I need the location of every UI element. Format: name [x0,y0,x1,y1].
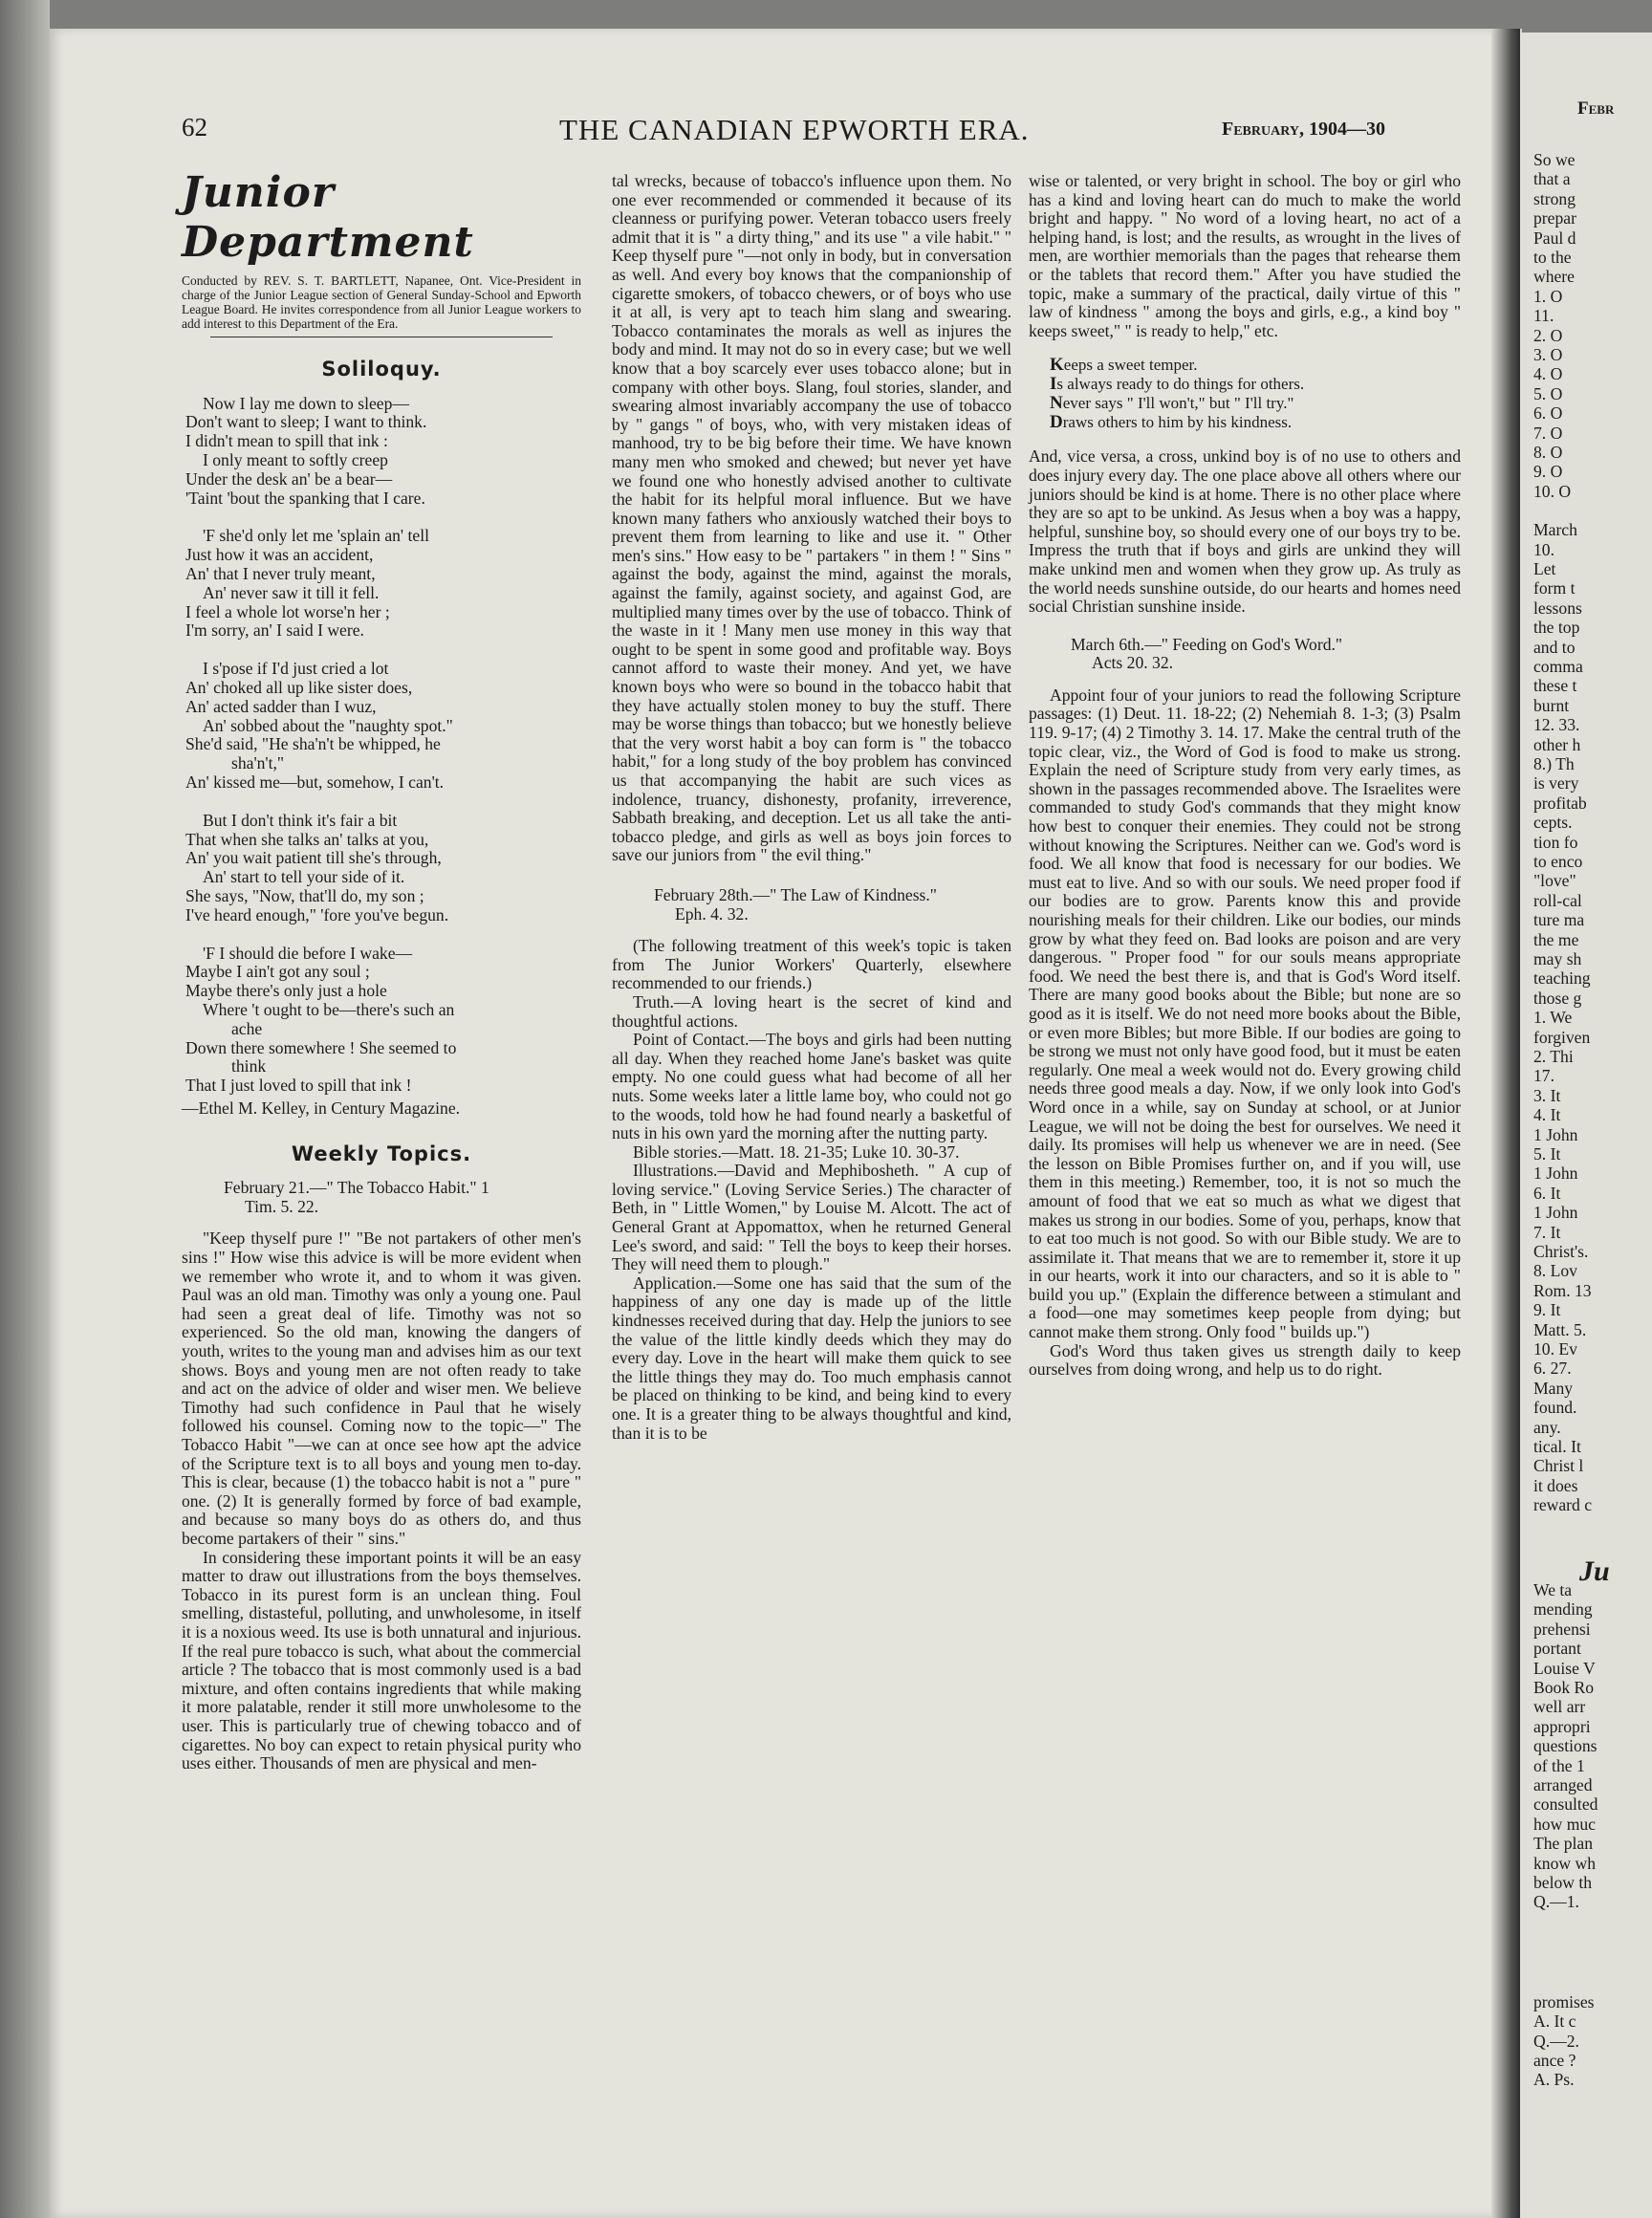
acrostic-line [1050,394,1461,413]
acrostic-line [1050,356,1461,375]
next-page-text-fragment: tical. It [1533,1437,1581,1456]
next-page-text-fragment: lessons [1533,598,1582,618]
next-page-text-fragment: Q.—1. [1533,1892,1579,1912]
acrostic-line [1050,375,1461,394]
topic-heading-mar6 [1029,636,1461,673]
poem-stanza [182,527,581,641]
poem-credit: —Ethel M. Kelley, in Century Magazine. [182,1098,461,1118]
poem-line: think [231,1056,267,1076]
poem-line: Don't want to sleep; I want to think. [185,412,427,432]
poem-line: I didn't mean to spill that ink : [185,431,388,451]
topic-heading-line: Eph. 4. 32. [675,903,749,924]
next-page-text-fragment: Louise V [1533,1658,1596,1678]
poem-line: I've heard enough," 'fore you've begun. [185,904,449,924]
topic-heading-line: March 6th.—" Feeding on God's Word." [1071,634,1343,654]
next-page-text-fragment: of the 1 [1533,1755,1585,1775]
next-page-text-fragment: 4. It [1533,1105,1561,1125]
paragraph: tal wrecks, because of tobacco's influence upon them. No one ever recommended or commended it because of its cleanness or purifying power. Veteran tobacco users freely admit that it is " a dirty thing," and its use " a vile habit." " Keep thyself pure "—not only in body, but in conversation as well. And every boy knows that the companionship of cigarette smokers, of tobacco chewers, or of boys who use it at all, is very apt to teach him slang and swearing. Tobacco contaminates the morals as well as injures the body and mind. It may not do so in every case; but we well know that a boy scarcely ever uses tobacco alone; but in company with other boys. Slang, foul stories, slander, and swearing almost invariably accompany the use of tobacco by " gangs " of boys, who, with very mistaken ideas of manhood, try to be big before their time. We have known many men who smoked and chewed; but never yet have we found one who honestly advised another to cultivate the habit for its helpful moral influence. But we have known many fathers who anxiously watched their boys to prevent them from learning to like and use it. " Other men's sins." How easy to be " partakers " in them ! " Sins " against the body, against the mind, against the morals, against the family, against society, and against God, are multiplied many times over by the use of tobacco. Think of the waste in it ! Many men use money in this way that ought to be spent in some good and profitable way. Boys cannot afford to waste their money. And yet, we have known boys who were so bound in the tobacco habit that they have actually stolen money to buy the stuff. There may be worse things than tobacco; but we honestly believe that the very worst habit a boy can form is " the tobacco habit," for a long study of the boy problem has convinced us that accompanying the habit are such vices as indolence, truancy, dishonesty, profanity, irreverence, Sabbath breaking, and deception. Let us all take the anti-tobacco pledge, and girls as well as boys join forces to save our juniors from " the evil thing." [612,171,1011,865]
column-3 [1029,172,1461,1380]
poem-line: I'm sorry, an' I said I were. [185,620,364,641]
next-page-text-fragment: forgiven [1533,1027,1591,1047]
next-page-text-fragment: the me [1533,929,1579,949]
poem-line: That I just loved to spill that ink ! [185,1076,412,1096]
poem-line: I only meant to softly creep [203,449,388,469]
next-page-text-fragment: 7. It [1533,1222,1561,1242]
next-page-text-fragment: mending [1533,1599,1593,1620]
next-page-text-fragment: 2. Thi [1533,1047,1574,1066]
next-page-text-fragment: 17. [1533,1066,1554,1086]
poem-line: An' that I never truly meant, [185,563,376,583]
next-page-text-fragment: roll-cal [1533,890,1582,910]
next-page-text-fragment: "love" [1533,871,1576,891]
next-page-text-fragment: reward c [1533,1495,1593,1515]
next-page-text-fragment: know wh [1533,1853,1596,1873]
next-page-text-fragment: 8. O [1533,443,1563,462]
next-page-text-fragment: portant [1533,1639,1581,1659]
next-page-text-fragment: We ta [1533,1580,1573,1599]
paragraph: Illustrations.—David and Mephibosheth. " A cup of loving service." (Loving Service Series.) The character of Beth, in " Little Women," by Louise M. Alcott. The act of General Grant at Appomattox, when he returned General Lee's sword, and said: " Tell the boys to keep their horses. They will need them to plough." [612,1161,1011,1274]
next-page-text-fragment: Christ's. [1533,1242,1589,1261]
poem-line: Where 't ought to be—there's such an [203,999,455,1019]
next-page-text-fragment: 8.) Th [1533,754,1575,773]
next-page-text-fragment: prepar [1533,208,1576,228]
next-page-text-fragment: profitab [1533,793,1587,813]
next-page-text-fragment: 2. O [1533,325,1563,345]
paragraph: In considering these important points it will be an easy matter to draw out illustrations from the boys themselves. Tobacco in its purest form is an unclean thing. Foul smelling, distasteful, polluting, and unwholesome, in itself it is a noxious weed. Its use is both unnatural and injurious. If the real pure tobacco is such, what about the commercial article ? The tobacco that is most commonly used is a bad mixture, and often contains ingredients that while making it more palatable, render it still more unwholesome to the user. This is particularly true of chewing tobacco and of cigarettes. No boy can expect to retain physical purity who uses either. Thousands of men are physical and men- [182,1547,581,1773]
page-gutter [1491,29,1520,2218]
poem-stanza [182,945,581,1096]
next-page-text-fragment: The plan [1533,1834,1594,1854]
next-page-text-fragment: 5. It [1533,1144,1561,1163]
next-page-text-fragment: 1. We [1533,1008,1573,1028]
acrostic-initial: D [1050,412,1063,433]
next-page-text-fragment: how muc [1533,1814,1596,1834]
conductor-note: Conducted by REV. S. T. BARTLETT, Napanee, Ont. Vice-President in charge of the Junior League section of General Sunday-School and Epworth League Board. He invites correspondence from all Junior League workers to add interest to this Department of the Era. [182,273,581,331]
next-page-text-fragment: Christ l [1533,1456,1584,1476]
topic-heading-line: February 21.—" The Tobacco Habit." 1 [224,1178,489,1198]
topic-heading-feb28 [612,886,1011,924]
next-page-text-fragment: 9. It [1533,1300,1561,1320]
poem-line: Now I lay me down to sleep— [203,393,409,413]
poem-line: sha'n't," [231,753,285,773]
poem-line: Down there somewhere ! She seemed to [185,1037,457,1057]
kind-acrostic [1050,356,1461,432]
next-page-text-fragment: 6. 27. [1533,1359,1572,1379]
paragraph: "Keep thyself pure !" "Be not partakers of other men's sins !" How wise this advice is will be more evident when we remember who wrote it, and to whom it was given. Paul was an old man. Timothy was only a young one. Paul had seen a great deal of life. Timothy was not so experienced. So the old man, knowing the dangers of youth, writes to the young man and advises him as our text shows. Boys and young men are not often ready to take and act on the advice of older and wiser men. We believe Timothy had such confidence in Paul that he wisely followed his counsel. Coming now to the topic—" The Tobacco Habit "—we can at once see how apt the advice of the Scripture text is to all boys and young men to-day. This is clear, because (1) the tobacco habit is not a " pure " one. (2) It is generally formed by force of bad example, and because so many boys do as others do, and thus become partakers of their " sins." [182,1229,581,1548]
next-page-text-fragment: 4. O [1533,364,1563,384]
paragraph: (The following treatment of this week's topic is taken from The Junior Workers' Quarterly, elsewhere recommended to our friends.) [612,936,1011,993]
next-page-text-fragment: 10. Ev [1533,1339,1577,1359]
poem-line: An' start to tell your side of it. [203,867,405,887]
spacer [182,1119,581,1140]
poem-title: Soliloquy. [321,358,442,381]
next-page-text-fragment: below th [1533,1873,1593,1892]
poem-line: An' kissed me—but, somehow, I can't. [185,772,445,792]
next-page-text-fragment: Many [1533,1378,1574,1398]
poem-line: She says, "Now, that'll do, my son ; [185,885,424,905]
next-page-text-fragment: Book Ro [1533,1678,1595,1697]
next-page-text-fragment: 5. O [1533,383,1563,403]
next-page-text-fragment: 3. O [1533,345,1563,364]
poem-line: An' you wait patient till she's through, [185,848,442,868]
acrostic-line [1050,413,1461,432]
poem-line: Maybe there's only just a hole [185,981,387,1001]
next-page-text-fragment: So we [1533,150,1576,169]
acrostic-text: ever says " I'll won't," but " I'll try." [1062,394,1294,413]
next-page-text-fragment: arranged [1533,1775,1593,1794]
next-page-text-fragment: 1. O [1533,286,1563,306]
acrostic-text: s always ready to do things for others. [1056,375,1305,394]
next-page-text-fragment: 8. Lov [1533,1261,1577,1281]
next-page-text-fragment: Febr [1577,98,1615,119]
next-page-text-fragment: 1 John [1533,1163,1578,1184]
acrostic-initial: K [1050,355,1064,376]
publication-title: THE CANADIAN EPWORTH ERA. [559,113,1030,146]
poem-line: An' sobbed about the "naughty spot." [203,715,453,735]
paragraph: Appoint four of your juniors to read the following Scripture passages: (1) Deut. 11. 18-22; (2) Nehemiah 8. 1-3; (3) Psalm 119. 9-17; (4) 2 Timothy 3. 14. 17. Make the central truth of the topic clear, viz., the Word of God is food to make us strong. Explain the need of Scripture study from very early times, as shown in the passages recommended above. The Israelites were commanded to study God's commands that they might know how best to conquer their enemies. They could not be strong without knowing the Scriptures. Neither can we. God's word is food. We all know that food is necessary for our bodies. We must eat to live. And so with our souls. We need proper food if our bodies are to grow. Parents know this and provide nourishing meals for their children. Like our bodies, our minds grow by what they feed on. Bad looks are poison and are very dangerous. " Proper food " for our souls means appropriate food. We need the best there is, and that is God's Word itself. There are many good books about the Bible; but none are so good as it is itself. We do not need more books about the Bible, or even more Bibles; but more Bible. If our bodies are going to be strong we must not only have good food, but it must be eaten regularly. One meal a week would not do. Every growing child needs three good meals a day. Now, if we only look into God's Word once in a while, say on Sunday at school, or at Junior League, we will not be doing the best for ourselves. We need it daily. Its promises will help us whenever we are in need. (See the lesson on Bible Promises further on, and if you will, use them in this meeting.) Remember, too, it is not so much the amount of food that we eat so much as what we digest that makes us strong in our bodies. Some of you, perhaps, know that to eat too much is not good. So with our Bible study. We are to assimilate it. That means that we are to remember it, store it up in our hearts, work it into our characters, and so it is able to " build you up." (Explain the difference between a stimulant and a food—one may sometimes keep people from dying; but cannot make them strong. Only food " builds up.") [1029,685,1461,1342]
next-page-text-fragment: Let [1533,559,1556,578]
next-page-text-fragment: Q.—2. [1533,2031,1579,2051]
next-page-text-fragment: teaching [1533,968,1591,989]
poem-line: 'F she'd only let me 'splain an' tell [203,526,429,546]
poem-line: ache [231,1018,263,1038]
column-2 [612,172,1011,1443]
poem-line: Maybe I ain't got any soul ; [185,962,370,982]
next-page-text-fragment: consulted [1533,1794,1598,1815]
next-page-text-fragment: form t [1533,578,1576,598]
next-page-text-fragment: March [1533,520,1577,540]
next-page-text-fragment: it does [1533,1475,1578,1495]
next-page-text-fragment: cepts. [1533,813,1573,833]
page-number: 62 [182,113,207,141]
next-page-text-fragment: 10. O [1533,481,1572,501]
poem-line: That when she talks an' talks at you, [185,829,429,849]
next-page-text-fragment: 11. [1533,306,1554,326]
poem-line: Under the desk an' be a bear— [185,468,393,489]
weekly-topics-title: Weekly Topics. [291,1142,472,1165]
next-page-text-fragment: well arr [1533,1697,1586,1717]
poem-stanza [182,395,581,509]
next-page-text-fragment: to the [1533,248,1572,267]
next-page-text-fragment: strong [1533,188,1576,208]
poem-line: An' never saw it till it fell. [203,582,380,602]
topic-heading-line: Acts 20. 32. [1092,653,1174,673]
next-page-text-fragment: 7. O [1533,423,1563,443]
poem [182,395,581,1119]
next-page-text-fragment: comma [1533,657,1583,676]
next-page-text-fragment: ture ma [1533,910,1585,930]
acrostic-initial: N [1050,393,1063,414]
poem-line: I feel a whole lot worse'n her ; [185,601,390,621]
next-page-text-fragment: tion fo [1533,832,1578,852]
next-page-text-fragment: ance ? [1533,2051,1576,2070]
next-page-text-fragment: and to [1533,637,1576,657]
acrostic-text: raws others to him by his kindness. [1062,413,1293,432]
next-page-text-fragment: 6. It [1533,1183,1561,1203]
next-page-text-fragment: to enco [1533,852,1583,871]
next-page-text-fragment: 3. It [1533,1085,1561,1105]
next-page-text-fragment: 6. O [1533,403,1563,424]
acrostic-text: eeps a sweet temper. [1063,356,1198,375]
poem-line: She'd said, "He sha'n't be whipped, he [185,734,441,754]
next-page-text-fragment: A. It c [1533,2011,1576,2032]
next-page-text-fragment: 1 John [1533,1203,1578,1223]
paragraph: God's Word thus taken gives us strength daily to keep ourselves from doing wrong, and help us to do right. [1029,1340,1461,1380]
book-binding [0,0,50,2218]
next-page-text-fragment: 9. O [1533,462,1563,482]
next-page-text-fragment: promises [1533,1991,1595,2011]
next-page-text-fragment: prehensi [1533,1619,1591,1639]
topic-heading-feb21 [182,1179,581,1216]
paragraph: wise or talented, or very bright in school. The boy or girl who has a kind and loving heart can do much to make the world bright and happy. " No word of a loving heart, no act of a helping hand, is lost; and the results, as wrought in the lives of men, are worthier memorials than the pages that rehearse them or the tablets that record them." After you have studied the topic, make a summary of the practical, daily virtue of this " law of kindness " among the boys and girls, e.g., a kind boy " keeps sweet," " is ready to help," etc. [1029,171,1461,340]
next-page-text-fragment: 12. 33. [1533,715,1580,735]
paragraph: Bible stories.—Matt. 18. 21-35; Luke 10. 30-37. [633,1142,960,1162]
poem-line: An' choked all up like sister does, [185,677,413,697]
next-page-text-fragment: Ju [1579,1555,1610,1587]
next-page-text-fragment: those g [1533,988,1582,1008]
next-page-text-fragment: Rom. 13 [1533,1280,1592,1300]
department-title: Junior Department [182,168,474,267]
next-page-text-fragment: Matt. 5. [1533,1319,1587,1339]
next-page-text-fragment: these t [1533,676,1577,696]
poem-line: But I don't think it's fair a bit [203,810,398,830]
next-page-text-fragment: where [1533,267,1575,287]
issue-date: February, 1904—30 [1222,119,1385,140]
next-page-text-fragment: found. [1533,1398,1577,1418]
poem-stanza [182,660,581,793]
poem-line: 'Taint 'bout the spanking that I care. [185,488,425,508]
acrostic-initial: I [1050,374,1057,395]
next-page-text-fragment: the top [1533,618,1580,638]
topic-heading-line: Tim. 5. 22. [245,1196,319,1216]
next-page-text-fragment: 10. [1533,539,1554,559]
next-page-edge [1520,33,1652,2218]
paragraph: Truth.—A loving heart is the secret of kind and thoughtful actions. [612,991,1011,1031]
next-page-text-fragment: Paul d [1533,228,1576,248]
next-page-text-fragment: any. [1533,1417,1561,1437]
poem-line: 'F I should die before I wake— [203,943,413,963]
next-page-text-fragment: A. Ps. [1533,2070,1575,2090]
paragraph: Point of Contact.—The boys and girls had been nutting all day. When they reached home Jane's basket was quite empty. No one could guess what had become of all her nuts. Some weeks later a little lame boy, who could not go to the woods, told how he had found nearly a basketful of nuts in his own yard the morning after the nutting party. [612,1030,1011,1143]
next-page-text-fragment: questions [1533,1736,1598,1756]
next-page-text-fragment: may sh [1533,949,1582,968]
next-page-text-fragment: burnt [1533,695,1570,715]
paragraph: Application.—Some one has said that the sum of the happiness of any one day is made up of the little kindnesses received during that day. Help the juniors to see the value of the little kindly deeds which they may do every day. Love in the heart will make them quick to see the little things they may do. Too much emphasis cannot be placed on thinking to be kind, and being kind to every one. It is a greater thing to be always thoughtful and kind, than it is to be [612,1272,1011,1443]
next-page-text-fragment: other h [1533,734,1581,754]
poem-line: I s'pose if I'd just cried a lot [203,659,389,679]
poem-line: An' acted sadder than I wuz, [185,696,377,716]
next-page-text-fragment: appropri [1533,1716,1591,1736]
next-page-text-fragment: that a [1533,169,1571,189]
poem-line: Just how it was an accident, [185,545,374,565]
topic-heading-line: February 28th.—" The Law of Kindness." [654,884,937,904]
paragraph: And, vice versa, a cross, unkind boy is of no use to others and does injury every day. The one place above all others where our juniors should be kind is at home. There is no other place where they are so apt to be unkind. As Jesus when a boy was a happy, helpful, sunshine boy, so should every one of our boys try to be. Impress the truth that if boys and girls are unkind they will make unkind men and women when they grow up. As truly as the world needs sunshine outside, do our hearts and homes need social Christian sunshine inside. [1029,446,1461,617]
next-page-text-fragment: is very [1533,773,1579,794]
column-1 [182,168,581,1773]
poem-stanza [182,812,581,925]
next-page-text-fragment: 1 John [1533,1124,1578,1144]
